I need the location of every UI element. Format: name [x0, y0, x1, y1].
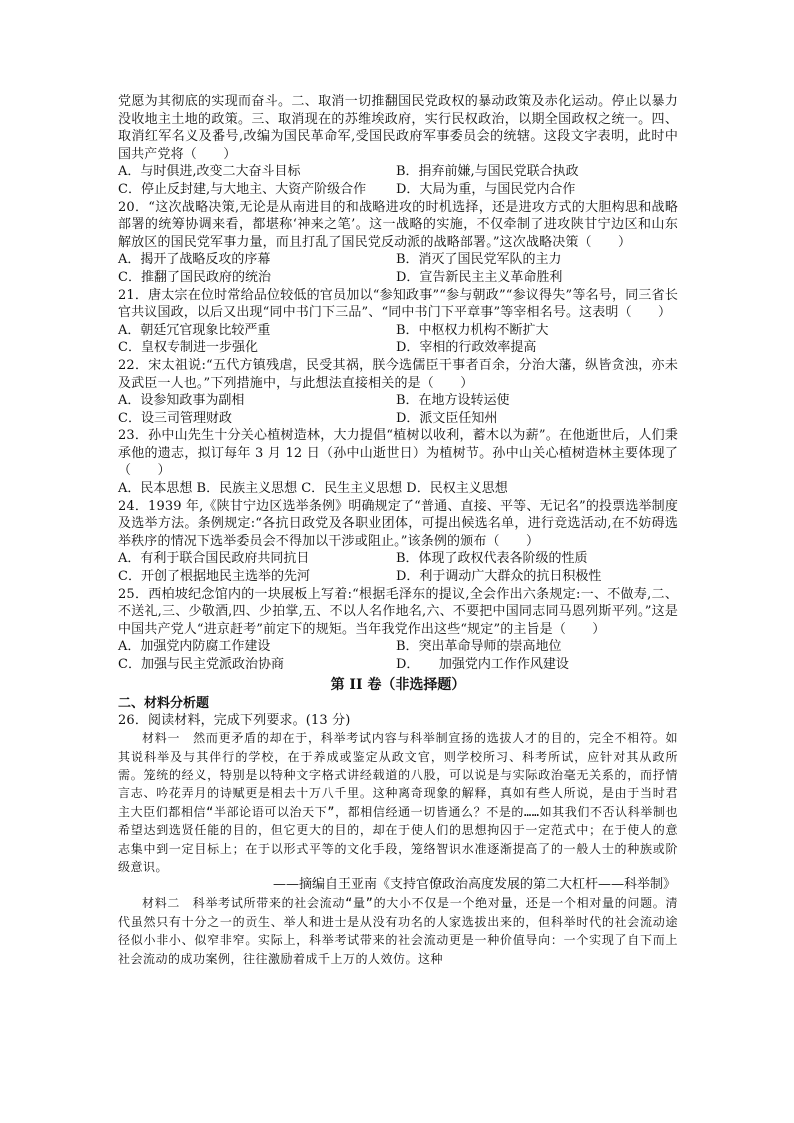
option-b: B．体现了政权代表各阶级的性质	[396, 551, 588, 567]
option-b: B．中枢权力机构不断扩大	[396, 322, 549, 338]
question-text: 21．唐太宗在位时常给品位较低的官员加以“参知政事”“参与朝政”“参议得失”等名号，同三省长官共议国政，以后又出现“同中书门下三品”、“同中书门下平章事”等宰相名号。这表明（ ）	[118, 287, 678, 321]
question-intro: 26．阅读材料，完成下列要求。(13 分)	[118, 712, 351, 728]
question-text: 20．“这次战略决策,无论是从南进目的和战略进攻的时机选择，还是进攻方式的大胆构思和战略部署的统筹协调来看，都堪称‘神来之笔’。这一战略的实施，不仅牵制了进攻陕甘宁边区和山东解放区的国民党军事力量，而且打乱了国民党反动派的战略部署。”这次战略决策（ ）	[118, 199, 678, 250]
options	[118, 322, 678, 357]
material-two: 材料二 科举考试所带来的社会流动“量”的大小不仅是一个绝对量，还是一个相对量的问题。清代虽然只有十分之一的贡生、举人和进士是从没有功名的人家选拔出来的，但科举时代的社会流动途径似小非小、似窄非窄。实际上，科举考试带来的社会流动更是一种价值导向：一个实现了自下而上社会流动的成功案例，往往激励着成千上万的人效仿。这种	[118, 896, 678, 966]
question-text: 24．1939 年,《陕甘宁边区选举条例》明确规定了“普通、直接、平等、无记名”的投票选举制度及选举方法。条例规定:“各抗日政党及各职业团体，可提出候选名单，进行竞选活动,在不妨碍选举秩序的情况下选举委员会不得加以干涉或阻止。”该条例的颁布（ ）	[118, 498, 678, 549]
options	[118, 251, 678, 286]
option-c: C．皇权专制进一步强化	[118, 340, 258, 356]
option-d: D．宣告新民主主义革命胜利	[396, 269, 563, 285]
question-26	[118, 712, 678, 968]
option-a: A．有利于联合国民政府共同抗日	[118, 551, 310, 567]
options	[118, 163, 678, 198]
option-a: A．设参知政事为副相	[118, 393, 245, 409]
option-c: C．停止反封建,与大地主、大资产阶级合作	[118, 181, 367, 197]
question-text: 党愿为其彻底的实现而奋斗。二、取消一切推翻国民党政权的暴动政策及赤化运动。停止以暴力没收地主土地的政策。三、取消现在的苏维埃政府，实行民权政治，以期全国政权之统一。四、取消红军名义及番号,改编为国民革命军,受国民政府军事委员会的统辖。这段文字表明，此时中国共产党将（ ）	[118, 94, 678, 162]
options-line: A．民本思想 B．民族主义思想 C．民生主义思想 D．民权主义思想	[118, 481, 508, 497]
options	[118, 392, 678, 427]
question-text: 23．孙中山先生十分关心植树造林，大力提倡“植树以收利，蓄木以为薪”。在他逝世后，人们秉承他的遗志，拟订每年 3 月 12 日（孙中山逝世日）为植树节。孙中山关心植树造林主要体现了（ ）	[118, 428, 678, 479]
question-text: 25．西柏坡纪念馆内的一块展板上写着:“根据毛泽东的提议,全会作出六条规定:一、不做寿,二、不送礼,三、少敬酒,四、少拍掌,五、不以人名作地名,六、不要把中国同志同马恩列斯平列。”这是中国共产党人“进京赶考”前定下的规矩。当年我党作出这些“规定”的主旨是（ ）	[118, 586, 678, 637]
material-one-source: ——摘编自王亚南《支持官僚政治高度发展的第二大杠杆——科举制》	[272, 877, 676, 893]
option-c: C．开创了根据地民主选举的先河	[118, 569, 310, 585]
option-a: A．揭开了战略反攻的序幕	[118, 252, 271, 268]
section-title: 第 II 卷（非选择题）	[330, 676, 466, 693]
material-one: 材料一 然而更矛盾的却在于，科举考试内容与科举制宣扬的选拔人才的目的，完全不相符。如其说科举及与其伴行的学校，在于养成或鉴定从政文官，则学校所习、科考所试，应针对其从政所需。笼统的经义，特别是以特种文字格式讲经载道的八股，可以说是与实际政治毫无关系的，而抒情言志、吟花弄月的诗赋更是相去十万八千里。这种离奇现象的解释，真如有些人所说，是由于当时君主大臣们都相信“半部论语可以治天下”，都相信经通一切皆通么？不是的……如其我们不否认科举制也希望达到选贤任能的目的，但它更大的目的，却在于使人们的思想拘囚于一定范式中；在于使人的意志集中到一定目标上；在于以形式平等的文化手段，笼络智识水准逐渐提高了的一般人士的种族或阶级意识。	[118, 731, 678, 875]
question-20	[118, 199, 678, 287]
option-d: D．利于调动广大群众的抗日积极性	[396, 569, 602, 585]
option-d: D．派文臣任知州	[396, 410, 498, 426]
option-d: D． 加强党内工作作风建设	[396, 657, 569, 672]
option-c: C．设三司管理财政	[118, 410, 232, 426]
option-c: C．加强与民主党派政治协商	[118, 657, 284, 672]
option-a: A．朝廷冗官现象比较严重	[118, 322, 271, 338]
question-25	[118, 586, 678, 674]
options	[118, 480, 678, 498]
option-b: B．消灭了国民党军队的主力	[396, 252, 562, 268]
option-b: B．突出革命导师的崇高地位	[396, 639, 562, 655]
question-text: 22．宋太祖说:“五代方镇残虐，民受其祸，朕今选儒臣干事者百余，分治大藩，纵皆贪浊，亦未及武臣一人也。”下列措施中，与此想法直接相关的是（ ）	[118, 357, 678, 391]
option-b: B．捐弃前嫌,与国民党联合执政	[396, 164, 579, 180]
option-b: B．在地方设转运使	[396, 393, 510, 409]
option-c: C．推翻了国民政府的统治	[118, 269, 271, 285]
options	[118, 638, 678, 673]
question-19	[118, 93, 678, 199]
option-a: A．加强党内防腐工作建设	[118, 639, 271, 655]
option-d: D．宰相的行政效率提高	[396, 340, 537, 356]
option-a: A．与时俱进,改变二大奋斗目标	[118, 164, 301, 180]
question-24	[118, 498, 678, 586]
options	[118, 550, 678, 585]
question-21	[118, 287, 678, 357]
option-d: D．大局为重，与国民党内合作	[396, 181, 576, 197]
question-23	[118, 427, 678, 497]
question-22	[118, 357, 678, 427]
part-title: 二、材料分析题	[118, 695, 210, 711]
exam-page	[118, 93, 678, 968]
